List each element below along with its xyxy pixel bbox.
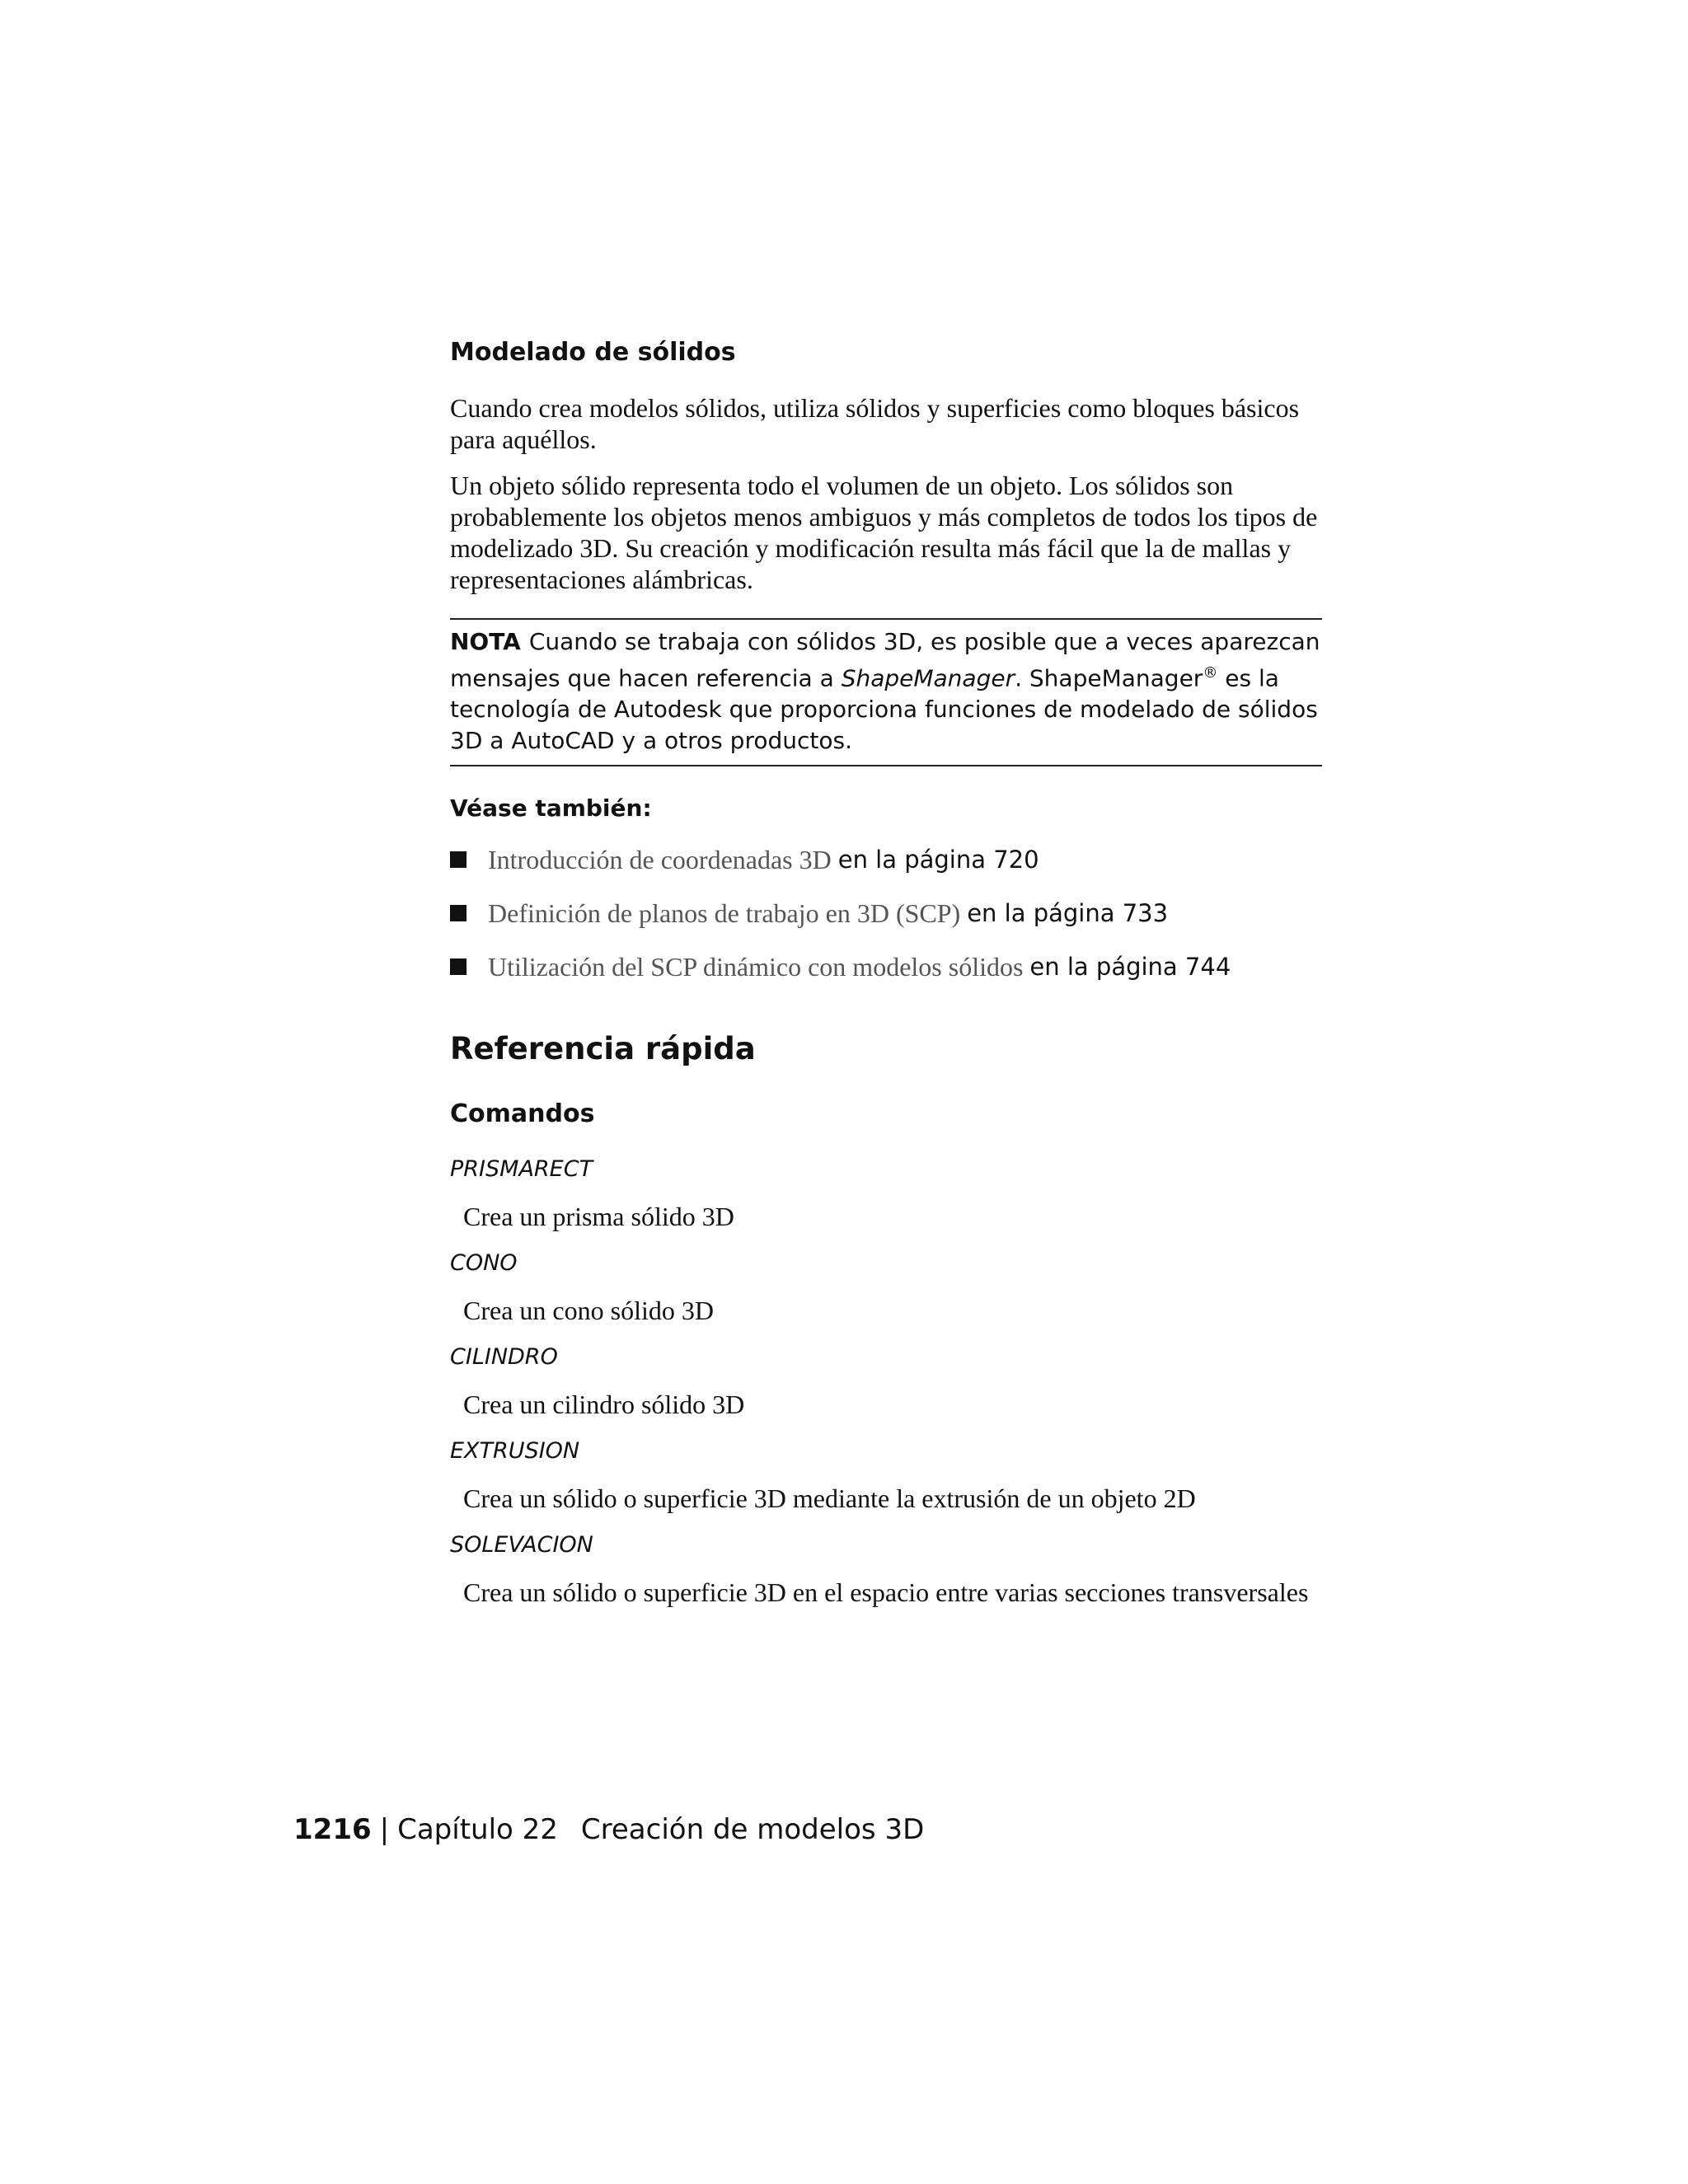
square-bullet-icon [450,958,467,975]
square-bullet-icon [450,851,467,868]
note-text: Cuando se trabaja con sólidos 3D, es posible que a veces aparezcan mensajes que hacen referencia a [450,628,1320,692]
list-item [450,897,1322,930]
page-reference: en la página 744 [1029,953,1231,982]
section-heading: Modelado de sólidos [450,338,736,367]
command-description: Crea un prisma sólido 3D [463,1202,734,1232]
see-also-list [450,843,1322,983]
command-description: Crea un cilindro sólido 3D [463,1390,745,1420]
page-reference: en la página 733 [967,899,1169,928]
page-content [450,338,1322,1624]
list-item [450,950,1322,983]
command-description: Crea un sólido o superficie 3D mediante la extrusión de un objeto 2D [463,1483,1196,1514]
quick-reference-heading: Referencia rápida [450,1031,756,1067]
command-name: PRISMARECT [450,1156,593,1183]
page-number: 1216 [293,1813,372,1846]
commands-heading: Comandos [450,1099,595,1129]
note-text: . ShapeManager [1015,664,1203,692]
footer-separator: | [379,1813,390,1846]
reference-link[interactable]: Introducción de coordenadas 3D [488,844,832,874]
command-description: Crea un sólido o superficie 3D en el espacio entre varias secciones transversales [463,1577,1309,1608]
see-also-heading: Véase también: [450,794,652,823]
reference-link[interactable]: Definición de planos de trabajo en 3D (SCP) [488,898,961,928]
note-text: es la tecnología de Autodesk que proporciona funciones de modelado de sólidos 3D a AutoCAD y a otros productos. [450,664,1318,755]
page-reference: en la página 720 [837,846,1039,874]
list-item [450,843,1322,876]
chapter-label: Capítulo 22 [397,1813,558,1846]
note-italic-term: ShapeManager [841,664,1015,692]
paragraph: Un objeto sólido representa todo el volumen de un objeto. Los sólidos son probablemente los objetos menos ambiguos y más completos de todos los tipos de modelizado 3D. Su creación y modificación resulta más fácil que la de mallas y representaciones alámbricas. [450,471,1318,594]
chapter-title: Creación de modelos 3D [580,1813,925,1846]
note-box [450,618,1322,766]
command-description: Crea un cono sólido 3D [463,1296,714,1326]
command-name: SOLEVACION [450,1532,593,1558]
registered-mark: ® [1203,664,1218,682]
reference-link[interactable]: Utilización del SCP dinámico con modelos sólidos [488,951,1024,982]
note-label: NOTA [450,628,521,655]
command-name: CILINDRO [450,1344,558,1371]
square-bullet-icon [450,905,467,921]
command-name: CONO [450,1250,518,1277]
command-name: EXTRUSION [450,1438,580,1465]
paragraph: Cuando crea modelos sólidos, utiliza sólidos y superficies como bloques básicos para aquéllos. [450,393,1300,454]
page-footer [293,1813,924,1846]
